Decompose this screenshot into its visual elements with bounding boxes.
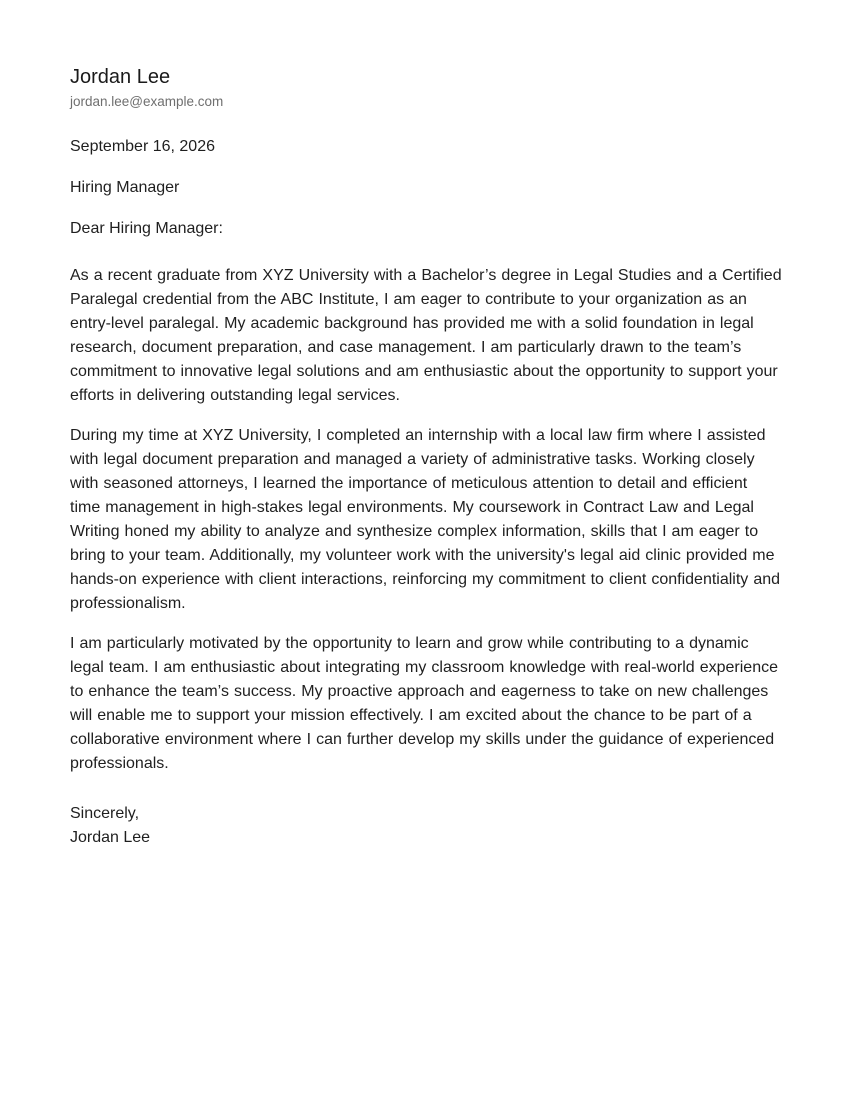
sender-email: jordan.lee@example.com — [70, 94, 224, 109]
closing — [70, 802, 782, 850]
body-paragraph: As a recent graduate from XYZ University with a Bachelor’s degree in Legal Studies and a Certified Paralegal credential from the ABC Institute, I am eager to contribute to your organization as an entry-level paralegal. My academic background has provided me with a solid foundation in legal research, document preparation, and case management. I am particularly drawn to the team’s commitment to innovative legal solutions and am enthusiastic about the opportunity to support your efforts in delivering outstanding legal services. — [70, 267, 782, 404]
sender-name: Jordan Lee — [70, 66, 171, 88]
body-paragraph: I am particularly motivated by the opportunity to learn and grow while contributing to a dynamic legal team. I am enthusiastic about integrating my classroom knowledge with real-world experience to enhance the team’s success. My proactive approach and eagerness to take on new challenges will enable me to support your mission effectively. I am excited about the chance to be part of a collaborative environment where I can further develop my skills under the guidance of experienced professionals. — [70, 635, 778, 772]
signature-name: Jordan Lee — [70, 829, 151, 846]
valediction: Sincerely, — [70, 805, 140, 822]
cover-letter — [70, 63, 782, 850]
body-paragraph: During my time at XYZ University, I completed an internship with a local law firm where I assisted with legal document preparation and managed a variety of administrative tasks. Working closely with seasoned attorneys, I learned the importance of meticulous attention to detail and efficient time management in high-stakes legal environments. My coursework in Contract Law and Legal Writing honed my ability to analyze and synthesize complex information, skills that I am eager to bring to your team. Additionally, my volunteer work with the university's legal aid clinic provided me hands-on experience with client interactions, reinforcing my commitment to client confidentiality and professionalism. — [70, 427, 781, 612]
recipient: Hiring Manager — [70, 179, 180, 196]
salutation: Dear Hiring Manager: — [70, 220, 223, 237]
letter-date: September 16, 2026 — [70, 138, 215, 155]
